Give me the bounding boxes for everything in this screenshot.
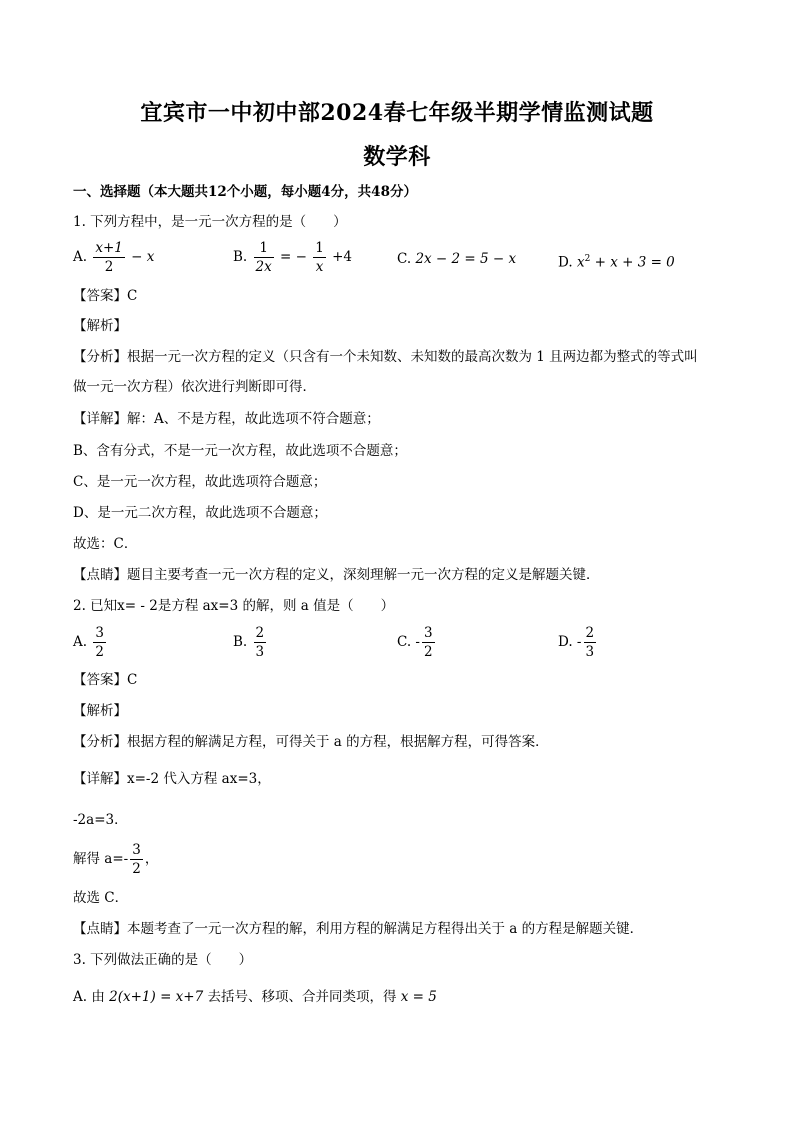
q1-option-c: C. 2x − 2 = 5 − x xyxy=(397,251,517,267)
q2-step: -2a=3． xyxy=(73,812,128,828)
q1-answer: 【答案】C xyxy=(73,288,138,304)
q1-detail-d: D、是一元二次方程，故此选项不合题意； xyxy=(73,505,327,521)
option-label: A. xyxy=(73,249,88,265)
q2-analysis-heading: 【解析】 xyxy=(73,703,127,719)
q1-analysis-line2: 做一元一次方程）依次进行判断即可得． xyxy=(73,379,316,395)
q1-conclusion: 故选：C． xyxy=(73,536,138,552)
q2-option-d xyxy=(558,624,598,661)
option-label: A. xyxy=(73,634,88,650)
q2-option-b xyxy=(233,624,268,661)
option-label: B. xyxy=(233,634,248,650)
q1-option-d: D. $x^2 + x + 3 = 0$ xyxy=(558,254,675,271)
q1-stem: 1. 下列方程中，是一元一次方程的是（ ） xyxy=(73,214,347,230)
q2-option-c xyxy=(397,624,437,661)
q1-analysis-line1: 【分析】根据一元一次方程的定义（只含有一个未知数、未知数的最高次数为 1 且两边都为整式的等式叫 xyxy=(73,349,698,365)
option-label: D. xyxy=(558,254,573,271)
q3-option-a: A. 由 2(x+1) = x+7 去括号、移项、合并同类项，得 x = 5 xyxy=(73,989,437,1005)
section-heading: 一、选择题（本大题共12个小题，每小题4分，共48分） xyxy=(73,184,417,200)
fraction: $\frac{3}{2}$ xyxy=(95,625,104,660)
q2-conclusion: 故选 C． xyxy=(73,890,129,906)
fraction: $\frac{1}{2x}$ xyxy=(255,240,272,275)
q2-answer: 【答案】C xyxy=(73,672,138,688)
q2-comment: 【点睛】本题考查了一元一次方程的解，利用方程的解满足方程得出关于 a 的方程是解题关键． xyxy=(73,921,644,937)
exam-subject: 数学科 xyxy=(363,144,431,170)
q1-analysis-heading: 【解析】 xyxy=(73,318,127,334)
fraction: $\frac{3}{2}$ xyxy=(424,625,433,660)
option-label: D. - xyxy=(558,634,582,650)
q1-option-b: B. $\frac{1}{2x}$ = − $\frac{1}{x}$ +4 xyxy=(233,240,353,275)
q3-stem: 3. 下列做法正确的是（ ） xyxy=(73,952,253,968)
q2-option-a xyxy=(73,624,108,661)
q1-detail-b: B、含有分式，不是一元一次方程，故此选项不合题意； xyxy=(73,443,407,459)
q1-detail-c: C、是一元一次方程，故此选项符合题意； xyxy=(73,474,327,490)
q2-detail: 【详解】x=-2 代入方程 ax=3， xyxy=(73,771,271,787)
q1-detail: 【详解】解：A、不是方程，故此选项不符合题意； xyxy=(73,411,380,427)
q2-solution: 解得 a=- $\frac{3}{2}$ ， xyxy=(73,842,159,877)
q2-stem: 2. 已知x= - 2是方程 ax=3 的解，则 a 值是（ ） xyxy=(73,598,395,614)
option-label: C. - xyxy=(397,634,420,650)
option-label: C. xyxy=(397,251,412,267)
option-label: B. xyxy=(233,249,248,265)
fraction: $\frac{3}{2}$ xyxy=(132,842,141,877)
q1-comment: 【点睛】题目主要考查一元一次方程的定义，深刻理解一元一次方程的定义是解题关键． xyxy=(73,567,600,583)
q1-option-a: A. $\frac{x+1}{2}$ − x xyxy=(73,240,155,275)
fraction: $\frac{1}{x}$ xyxy=(315,240,324,275)
fraction: $\frac{2}{3}$ xyxy=(585,625,595,660)
exam-title: 宜宾市一中初中部2024春七年级半期学情监测试题 xyxy=(140,100,654,126)
fraction: $\frac{x+1}{2}$ xyxy=(95,240,123,275)
q2-analysis: 【分析】根据方程的解满足方程，可得关于 a 的方程，根据解方程，可得答案． xyxy=(73,734,549,750)
fraction: $\frac{2}{3}$ xyxy=(255,625,265,660)
